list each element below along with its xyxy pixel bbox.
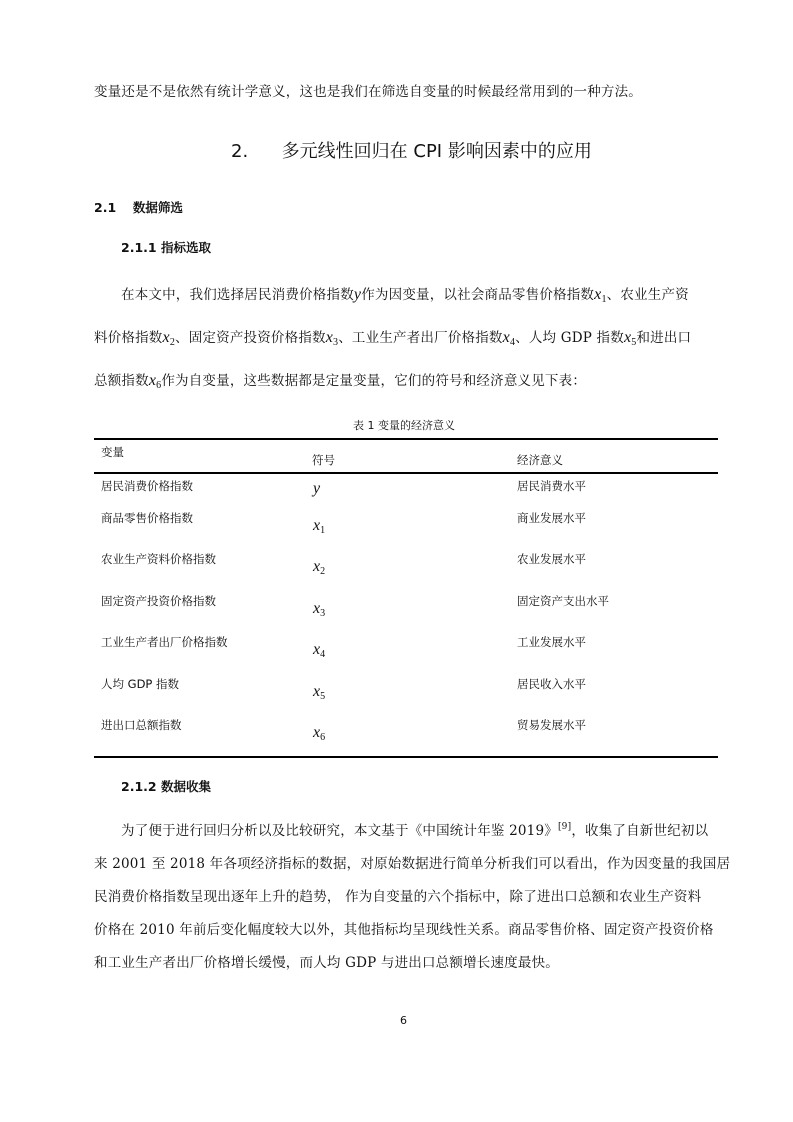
cell-meaning: 居民消费水平 xyxy=(517,479,586,493)
page-number: 6 xyxy=(400,1014,407,1027)
cell-symbol xyxy=(313,600,325,618)
text-run: 、固定资产投资价格指数 xyxy=(175,330,326,346)
var-letter: x xyxy=(162,329,170,346)
symbol-subscript: 1 xyxy=(320,525,326,536)
cell-meaning: 工业发展水平 xyxy=(517,635,586,649)
para1-line1 xyxy=(121,284,689,306)
symbol-subscript: 6 xyxy=(320,732,326,743)
text-run: ，收集了自新世纪初以 xyxy=(571,823,709,839)
var-subscript: 1 xyxy=(601,294,607,305)
subsubsection-2-1-2: 2.1.2 数据收集 xyxy=(121,779,211,794)
cell-variable: 工业生产者出厂价格指数 xyxy=(101,635,228,649)
section-number: 2. xyxy=(231,141,249,162)
para2-line4: 价格在 2010 年前后变化幅度较大以外，其他指标均呈现线性关系。商品零售价格、固定资产投资价格 xyxy=(94,922,714,938)
cell-meaning: 贸易发展水平 xyxy=(517,718,586,732)
var-subscript: 5 xyxy=(631,337,637,348)
cell-meaning: 固定资产支出水平 xyxy=(517,594,609,608)
text-run: 、人均 GDP 指数 xyxy=(515,330,624,346)
var-x2 xyxy=(163,329,176,346)
para2-line5: 和工业生产者出厂价格增长缓慢，而人均 GDP 与进出口总额增长速度最快。 xyxy=(94,955,559,971)
var-y: y xyxy=(353,286,362,303)
section-title: 多元线性回归在 CPI 影响因素中的应用 xyxy=(281,141,592,162)
text-run: 和进出口 xyxy=(636,330,692,346)
var-x5 xyxy=(624,329,637,346)
table-caption: 表 1 变量的经济意义 xyxy=(353,419,455,432)
text-run: 料价格指数 xyxy=(94,330,163,346)
subsubsection-2-1-1: 2.1.1 指标选取 xyxy=(121,240,211,255)
var-letter: x xyxy=(623,329,632,346)
cell-meaning: 商业发展水平 xyxy=(517,511,586,525)
text-run: 为了便于进行回归分析以及比较研究，本文基于《中国统计年鉴 2019》 xyxy=(121,823,558,839)
symbol-subscript: 5 xyxy=(320,691,326,702)
var-subscript: 6 xyxy=(156,380,162,391)
symbol-letter: x xyxy=(313,558,321,575)
var-letter: x xyxy=(594,286,602,303)
cell-variable: 人均 GDP 指数 xyxy=(101,677,180,691)
symbol-subscript: 3 xyxy=(320,608,326,619)
var-subscript: 3 xyxy=(333,337,339,348)
cell-symbol xyxy=(313,558,325,576)
section-heading xyxy=(231,137,592,163)
cell-meaning: 居民收入水平 xyxy=(517,677,586,691)
var-x1 xyxy=(594,286,607,303)
para2-line3: 民消费价格指数呈现出逐年上升的趋势， 作为自变量的六个指标中，除了进出口总额和农业生产资料 xyxy=(94,889,702,905)
text-run: 作为自变量，这些数据都是定量变量，它们的符号和经济意义见下表： xyxy=(161,373,587,389)
continuation-line: 变量还是不是依然有统计学意义，这也是我们在筛选自变量的时候最经常用到的一种方法。 xyxy=(94,84,642,100)
symbol-subscript: 2 xyxy=(320,566,326,577)
var-letter: x xyxy=(325,329,334,346)
cell-variable: 居民消费价格指数 xyxy=(101,479,193,493)
text-run: 在本文中，我们选择居民消费价格指数 xyxy=(121,287,354,303)
symbol-letter: x xyxy=(313,600,321,617)
subsection-2-1 xyxy=(94,198,183,216)
para1-line2 xyxy=(94,327,691,349)
subsection-number: 2.1 xyxy=(94,200,117,215)
citation-ref: [9] xyxy=(557,822,572,832)
var-x4 xyxy=(503,329,516,346)
table-header-meaning: 经济意义 xyxy=(517,453,563,467)
var-x6 xyxy=(149,372,162,389)
cell-symbol xyxy=(313,480,320,498)
table-header-rule xyxy=(94,472,718,474)
symbol-letter: x xyxy=(313,683,321,700)
var-letter: x xyxy=(502,329,510,346)
var-x3 xyxy=(326,329,339,346)
cell-variable: 商品零售价格指数 xyxy=(101,511,193,525)
cell-variable: 固定资产投资价格指数 xyxy=(101,594,216,608)
subsection-title: 数据筛选 xyxy=(132,200,183,215)
table-bottom-rule xyxy=(94,756,718,758)
symbol-letter: x xyxy=(313,724,321,741)
text-run: 总额指数 xyxy=(94,373,149,389)
text-run: 、农业生产资 xyxy=(606,287,689,303)
table-header-symbol: 符号 xyxy=(312,453,335,467)
cell-symbol xyxy=(313,683,325,701)
var-subscript: 2 xyxy=(169,337,176,348)
cell-symbol xyxy=(313,517,325,535)
table-header-variable: 变量 xyxy=(101,445,124,459)
cell-variable: 农业生产资料价格指数 xyxy=(101,552,216,566)
var-letter: x xyxy=(148,372,157,389)
para2-line2: 来 2001 至 2018 年各项经济指标的数据，对原始数据进行简单分析我们可以看出，作为因变量的我国居 xyxy=(94,856,731,872)
cell-symbol xyxy=(313,724,325,742)
cell-meaning: 农业发展水平 xyxy=(517,552,586,566)
para2-line1 xyxy=(121,820,708,842)
symbol-subscript: 4 xyxy=(320,649,326,660)
cell-variable: 进出口总额指数 xyxy=(101,718,182,732)
table-top-rule xyxy=(94,438,718,440)
symbol-letter: x xyxy=(313,641,321,658)
text-run: 、工业生产者出厂价格指数 xyxy=(338,330,503,346)
var-subscript: 4 xyxy=(509,337,516,348)
text-run: 作为因变量，以社会商品零售价格指数 xyxy=(361,287,595,303)
symbol-letter: x xyxy=(313,517,321,534)
symbol-letter: y xyxy=(313,480,321,497)
para1-line3 xyxy=(94,370,586,392)
cell-symbol xyxy=(313,641,325,659)
